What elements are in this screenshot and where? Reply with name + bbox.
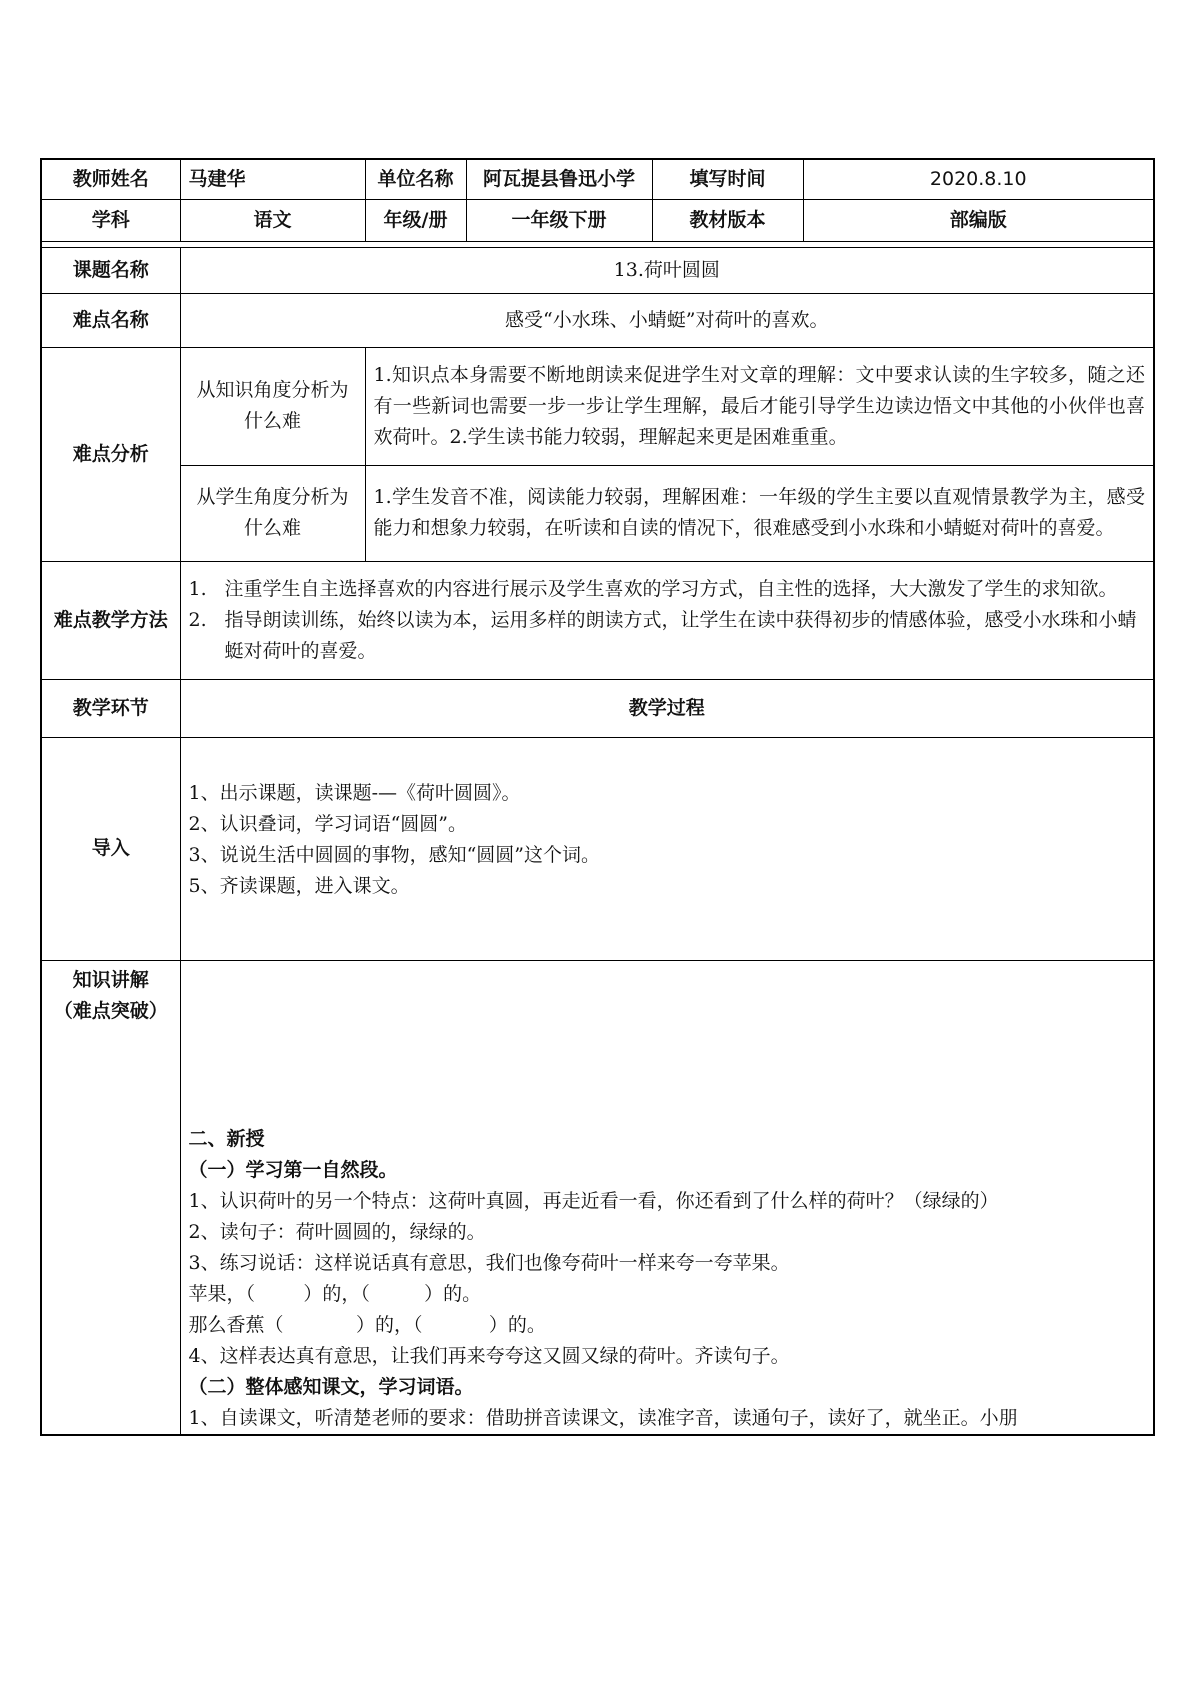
difficulty-label: 难点名称 xyxy=(41,293,180,347)
methods-label: 难点教学方法 xyxy=(41,561,180,679)
lesson-plan-table xyxy=(40,158,1155,1436)
section-1-line: 2、读句子：荷叶圆圆的，绿绿的。 xyxy=(188,1220,486,1243)
teacher-value: 马建华 xyxy=(180,159,365,199)
section-1-title: （一）学习第一自然段。 xyxy=(188,1158,398,1181)
list-item xyxy=(189,605,1146,667)
methods-row xyxy=(41,561,1154,679)
methods-content xyxy=(180,561,1154,679)
intro-line: 5、齐读课题，进入课文。 xyxy=(188,874,410,897)
analysis-label: 难点分析 xyxy=(41,347,180,561)
intro-label: 导入 xyxy=(41,737,180,960)
analysis-student-row xyxy=(41,465,1154,561)
section-1-line: 那么香蕉（ ）的，（ ）的。 xyxy=(188,1313,546,1336)
subject-value: 语文 xyxy=(180,199,365,241)
header-row-2 xyxy=(41,199,1154,241)
header-row-1 xyxy=(41,159,1154,199)
knowledge-angle-label: 从知识角度分析为什么难 xyxy=(180,347,365,465)
intro-line: 3、说说生活中圆圆的事物，感知“圆圆”这个词。 xyxy=(188,843,601,866)
grade-label: 年级/册 xyxy=(365,199,466,241)
method-text: 指导朗读训练，始终以读为本，运用多样的朗读方式，让学生在读中获得初步的情感体验，感受小水珠和小蜻蜓对荷叶的喜爱。 xyxy=(224,608,1137,662)
intro-line: 1、出示课题，读课题-—《荷叶圆圆》。 xyxy=(188,781,521,804)
intro-line: 2、认识叠词，学习词语“圆圆”。 xyxy=(188,812,468,835)
fill-time-value: 2020.8.10 xyxy=(803,159,1154,199)
knowledge-row xyxy=(41,960,1154,1435)
student-angle-text: 1.学生发音不准，阅读能力较弱，理解困难：一年级的学生主要以直观情景教学为主，感受能力和想象力较弱，在听读和自读的情况下，很难感受到小水珠和小蜻蜓对荷叶的喜爱。 xyxy=(365,465,1154,561)
topic-value: 13.荷叶圆圆 xyxy=(180,247,1154,293)
process-label: 教学过程 xyxy=(180,679,1154,737)
knowledge-angle-text: 1.知识点本身需要不断地朗读来促进学生对文章的理解：文中要求认读的生字较多，随之还有一些新词也需要一步一步让学生理解，最后才能引导学生边读边悟文中其他的小伙伴也喜欢荷叶。2.学生读书能力较弱，理解起来更是困难重重。 xyxy=(365,347,1154,465)
section-1-line: 3、练习说话：这样说话真有意思，我们也像夸荷叶一样来夸一夸苹果。 xyxy=(188,1251,790,1274)
new-lesson-title: 二、新授 xyxy=(188,1127,265,1150)
difficulty-value: 感受“小水珠、小蜻蜓”对荷叶的喜欢。 xyxy=(180,293,1154,347)
method-number: 1. xyxy=(188,577,207,600)
edition-value: 部编版 xyxy=(803,199,1154,241)
knowledge-label xyxy=(41,960,180,1435)
section-2-line: 1、自读课文，听清楚老师的要求：借助拼音读课文，读准字音，读通句子，读好了，就坐正。小朋 xyxy=(188,1406,1018,1429)
student-angle-label: 从学生角度分析为什么难 xyxy=(180,465,365,561)
section-1-line: 苹果，（ ）的，（ ）的。 xyxy=(188,1282,482,1305)
edition-label: 教材版本 xyxy=(652,199,803,241)
knowledge-label-line1: 知识讲解 xyxy=(72,968,149,991)
knowledge-label-line2: （难点突破） xyxy=(53,999,168,1022)
method-number: 2. xyxy=(188,608,207,631)
topic-label: 课题名称 xyxy=(41,247,180,293)
fill-time-label: 填写时间 xyxy=(652,159,803,199)
difficulty-row xyxy=(41,293,1154,347)
section-1-line: 4、这样表达真有意思，让我们再来夸夸这又圆又绿的荷叶。齐读句子。 xyxy=(188,1344,790,1367)
teacher-label: 教师姓名 xyxy=(41,159,180,199)
section-2-title: （二）整体感知课文，学习词语。 xyxy=(188,1375,474,1398)
analysis-knowledge-row xyxy=(41,347,1154,465)
process-header-row xyxy=(41,679,1154,737)
stage-label: 教学环节 xyxy=(41,679,180,737)
intro-row xyxy=(41,737,1154,960)
unit-value: 阿瓦提县鲁迅小学 xyxy=(466,159,652,199)
knowledge-content xyxy=(180,960,1154,1435)
unit-label: 单位名称 xyxy=(365,159,466,199)
lesson-plan-document xyxy=(40,158,1153,1436)
methods-list xyxy=(189,574,1146,667)
list-item xyxy=(189,574,1146,605)
subject-label: 学科 xyxy=(41,199,180,241)
intro-content xyxy=(180,737,1154,960)
grade-value: 一年级下册 xyxy=(466,199,652,241)
method-text: 注重学生自主选择喜欢的内容进行展示及学生喜欢的学习方式，自主性的选择，大大激发了学生的求知欲。 xyxy=(224,577,1118,600)
topic-row xyxy=(41,247,1154,293)
section-1-line: 1、认识荷叶的另一个特点：这荷叶真圆，再走近看一看，你还看到了什么样的荷叶？（绿绿的） xyxy=(188,1189,999,1212)
